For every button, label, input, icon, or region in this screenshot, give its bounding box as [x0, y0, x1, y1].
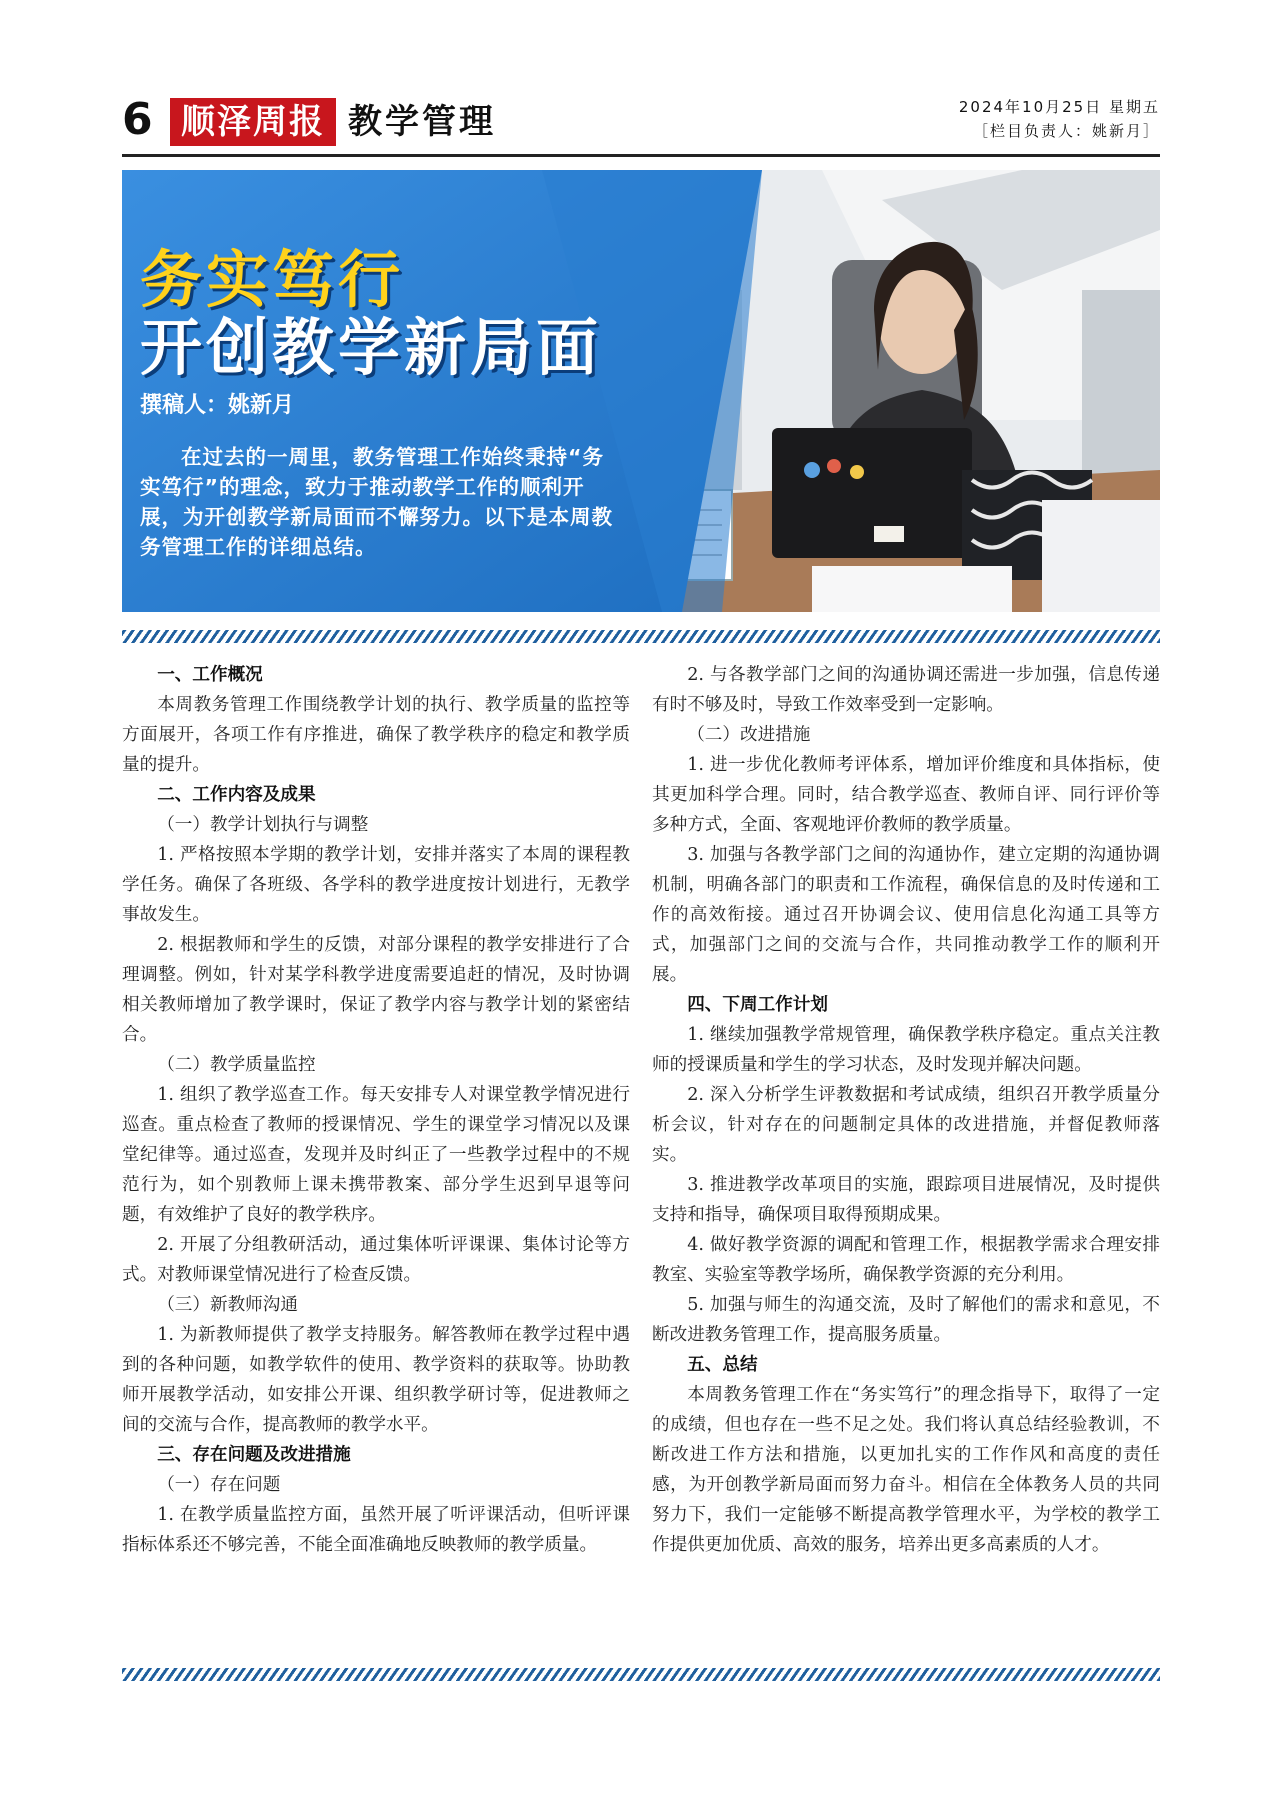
- section-title: 教学管理: [348, 102, 496, 142]
- body-paragraph: 1. 在教学质量监控方面，虽然开展了听评课活动，但听评课指标体系还不够完善，不能全面准确地反映教师的教学质量。: [122, 1505, 630, 1555]
- body-paragraph: 3. 推进教学改革项目的实施，跟踪项目进展情况，及时提供支持和指导，确保项目取得预期成果。: [652, 1175, 1160, 1225]
- body-paragraph: 1. 进一步优化教师考评体系，增加评价维度和具体指标，使其更加科学合理。同时，结合教学巡查、教师自评、同行评价等多种方式，全面、客观地评价教师的教学质量。: [652, 755, 1160, 835]
- left-column: [122, 660, 630, 1560]
- issue-date: 2024年10月25日 星期五: [958, 98, 1160, 116]
- body-paragraph: 1. 继续加强教学常规管理，确保教学秩序稳定。重点关注教师的授课质量和学生的学习状态，及时发现并解决问题。: [652, 1025, 1160, 1075]
- body-paragraph: 本周教务管理工作围绕教学计划的执行、教学质量的监控等方面展开，各项工作有序推进，确保了教学秩序的稳定和教学质量的提升。: [122, 695, 630, 775]
- page-number: 6: [122, 94, 153, 145]
- masthead-rule: [122, 154, 1160, 157]
- newspaper-logo: 顺泽周报: [170, 98, 336, 146]
- section-heading: 五、总结: [687, 1355, 758, 1375]
- body-paragraph: 1. 为新教师提供了教学支持服务。解答教师在教学过程中遇到的各种问题，如教学软件的使用、教学资料的获取等。协助教师开展教学活动，如安排公开课、组织教学研讨等，促进教师之间的交流与合作，提高教师的教学水平。: [122, 1325, 630, 1435]
- body-paragraph: 2. 根据教师和学生的反馈，对部分课程的教学安排进行了合理调整。例如，针对某学科教学进度需要追赶的情况，及时协调相关教师增加了教学课时，保证了教学内容与教学计划的紧密结合。: [122, 935, 630, 1045]
- body-paragraph: 2. 深入分析学生评教数据和考试成绩，组织召开教学质量分析会议，针对存在的问题制定具体的改进措施，并督促教师落实。: [652, 1085, 1160, 1165]
- body-paragraph: 1. 组织了教学巡查工作。每天安排专人对课堂教学情况进行巡查。重点检查了教师的授课情况、学生的课堂学习情况以及课堂纪律等。通过巡查，发现并及时纠正了一些教学过程中的不规范行为，如个别教师上课未携带教案、部分学生迟到早退等问题，有效维护了良好的教学秩序。: [122, 1085, 630, 1225]
- subsection-heading: （三）新教师沟通: [157, 1295, 298, 1315]
- body-paragraph: 4. 做好教学资源的调配和管理工作，根据教学需求合理安排教室、实验室等教学场所，确保教学资源的充分利用。: [652, 1235, 1160, 1285]
- subsection-heading: （二）教学质量监控: [157, 1055, 316, 1075]
- subsection-heading: （二）改进措施: [687, 725, 811, 745]
- divider-hatch-top: [122, 630, 1160, 643]
- right-column: [652, 660, 1160, 1560]
- divider-hatch-bottom: [122, 1668, 1160, 1681]
- subsection-heading: （一）存在问题: [157, 1475, 281, 1495]
- headline-line-2: 开创教学新局面: [140, 311, 603, 384]
- body-paragraph: 本周教务管理工作在“务实笃行”的理念指导下，取得了一定的成绩，但也存在一些不足之处。我们将认真总结经验教训，不断改进工作方法和措施，以更加扎实的工作作风和高度的责任感，为开创教学新局面而努力奋斗。相信在全体教务人员的共同努力下，我们一定能够不断提高教学管理水平，为学校的教学工作提供更加优质、高效的服务，培养出更多高素质的人才。: [652, 1385, 1160, 1555]
- byline: 撰稿人：姚新月: [140, 393, 295, 418]
- masthead: [122, 92, 1160, 152]
- section-heading: 四、下周工作计划: [687, 995, 828, 1015]
- section-heading: 一、工作概况: [157, 665, 263, 685]
- banner: [122, 170, 1160, 612]
- body-paragraph: 2. 与各教学部门之间的沟通协调还需进一步加强，信息传递有时不够及时，导致工作效率受到一定影响。: [652, 665, 1160, 715]
- subsection-heading: （一）教学计划执行与调整: [157, 815, 369, 835]
- body-paragraph: 2. 开展了分组教研活动，通过集体听评课课、集体讨论等方式。对教师课堂情况进行了检查反馈。: [122, 1235, 630, 1285]
- body-paragraph: 5. 加强与师生的沟通交流，及时了解他们的需求和意见，不断改进教务管理工作，提高服务质量。: [652, 1295, 1160, 1345]
- headline-line-1: 务实笃行: [140, 243, 405, 316]
- section-heading: 三、存在问题及改进措施: [157, 1445, 351, 1465]
- body-paragraph: 1. 严格按照本学期的教学计划，安排并落实了本周的课程教学任务。确保了各班级、各学科的教学进度按计划进行，无教学事故发生。: [122, 845, 630, 925]
- intro-paragraph: 在过去的一周里，教务管理工作始终秉持“务实笃行”的理念，致力于推动教学工作的顺利开展，为开创教学新局面而不懈努力。以下是本周教务管理工作的详细总结。: [140, 445, 613, 559]
- body-paragraph: 3. 加强与各教学部门之间的沟通协作，建立定期的沟通协调机制，明确各部门的职责和工作流程，确保信息的及时传递和工作的高效衔接。通过召开协调会议、使用信息化沟通工具等方式，加强部门之间的交流与合作，共同推动教学工作的顺利开展。: [652, 845, 1160, 985]
- section-heading: 二、工作内容及成果: [157, 785, 316, 805]
- column-editor: ［栏目负责人：姚新月］: [972, 122, 1160, 140]
